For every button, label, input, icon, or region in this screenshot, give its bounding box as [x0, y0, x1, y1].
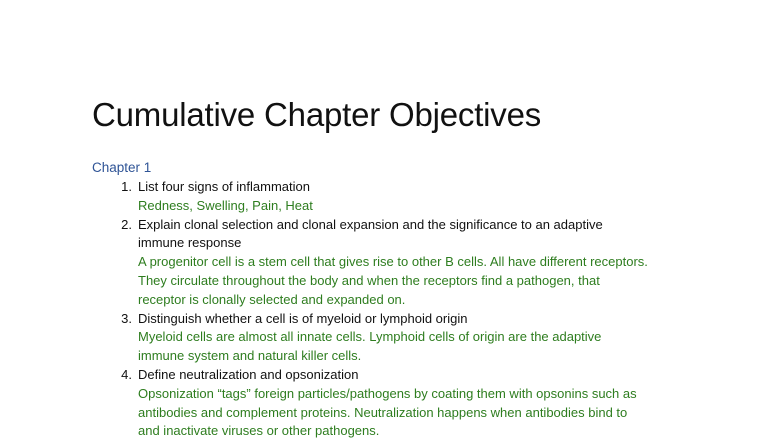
- objective-answer: [138, 385, 710, 441]
- chapter-heading: Chapter 1: [92, 160, 152, 175]
- objective-question: [138, 310, 710, 329]
- answer-line: A progenitor cell is a stem cell that gives rise to other B cells. All have different receptors.: [138, 254, 648, 270]
- answer-line: immune system and natural killer cells.: [138, 348, 362, 364]
- objectives-list: [110, 178, 710, 441]
- objective-question: [138, 178, 710, 197]
- answer-line: antibodies and complement proteins. Neutralization happens when antibodies bind to: [138, 404, 628, 420]
- answer-line: Opsonization “tags” foreign particles/pathogens by coating them with opsonins such as: [138, 385, 637, 401]
- question-line: Distinguish whether a cell is of myeloid or lymphoid origin: [138, 310, 468, 326]
- objective-answer: [138, 253, 710, 309]
- question-line: Explain clonal selection and clonal expansion and the significance to an adaptive: [138, 216, 603, 232]
- objective-item: [110, 216, 710, 310]
- objective-item: [110, 178, 710, 216]
- objective-item: [110, 310, 710, 366]
- page-title: Cumulative Chapter Objectives: [92, 96, 542, 133]
- answer-line: They circulate throughout the body and when the receptors find a pathogen, that: [138, 272, 600, 288]
- objective-answer: [138, 197, 710, 216]
- objective-number: 1.: [121, 179, 132, 194]
- objective-question: [138, 366, 710, 385]
- answer-line: Myeloid cells are almost all innate cells. Lymphoid cells of origin are the adaptive: [138, 329, 602, 345]
- answer-line: Redness, Swelling, Pain, Heat: [138, 197, 313, 213]
- question-line: immune response: [138, 235, 242, 251]
- question-line: List four signs of inflammation: [138, 179, 310, 194]
- objective-answer: [138, 328, 710, 366]
- objective-number: 4.: [121, 366, 132, 382]
- objective-item: [110, 366, 710, 441]
- objective-number: 2.: [121, 216, 132, 232]
- question-line: Define neutralization and opsonization: [138, 366, 359, 382]
- objective-question: [138, 216, 710, 254]
- objective-number: 3.: [121, 310, 132, 326]
- answer-line: and inactivate viruses or other pathogens.: [138, 423, 380, 439]
- answer-line: receptor is clonally selected and expanded on.: [138, 291, 406, 307]
